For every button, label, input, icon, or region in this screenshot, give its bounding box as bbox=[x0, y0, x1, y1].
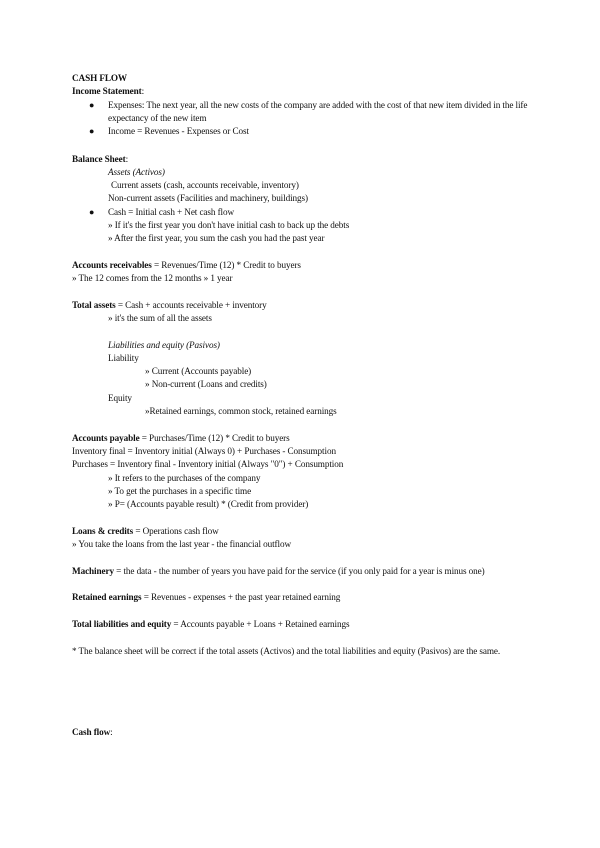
retained-earnings-label: Retained earnings bbox=[72, 592, 142, 602]
accounts-payable-label: Accounts payable bbox=[72, 433, 140, 443]
accounts-payable-note-2: » To get the purchases in a specific time bbox=[108, 486, 252, 496]
document-title: CASH FLOW bbox=[72, 73, 127, 83]
bullet-dot-icon: ● bbox=[89, 207, 95, 217]
income-bullet-text: Income = Revenues - Expenses or Cost bbox=[108, 126, 249, 136]
loans-formula: = Operations cash flow bbox=[133, 526, 219, 536]
cash-flow-heading bbox=[72, 726, 532, 739]
current-liability-line: » Current (Accounts payable) bbox=[145, 366, 252, 376]
accounts-receivable-formula: = Revenues/Time (12) * Credit to buyers bbox=[151, 260, 301, 270]
accounts-payable-formula: = Purchases/Time (12) * Credit to buyers bbox=[139, 433, 290, 443]
machinery-line bbox=[72, 565, 530, 578]
cash-flow-label: Cash flow bbox=[72, 727, 111, 737]
bullet-dot-icon: ● bbox=[89, 100, 95, 110]
loans-label: Loans & credits bbox=[72, 526, 134, 536]
bullet-dot-icon: ● bbox=[89, 126, 95, 136]
balance-sheet-colon: : bbox=[125, 154, 129, 164]
income-statement-heading bbox=[72, 85, 532, 98]
accounts-payable-line bbox=[72, 432, 532, 445]
machinery-text: = the data - the number of years you have paid for the service (if you only paid for a year is minus one) bbox=[113, 566, 485, 576]
accounts-payable-note-1: » It refers to the purchases of the company bbox=[108, 473, 261, 483]
total-liabilities-label: Total liabilities and equity bbox=[72, 619, 172, 629]
total-assets-formula: = Cash + accounts receivable + inventory bbox=[115, 300, 267, 310]
loans-line bbox=[72, 525, 532, 538]
liabilities-heading: Liabilities and equity (Pasivos) bbox=[108, 340, 220, 350]
non-current-liability-line: » Non-current (Loans and credits) bbox=[145, 379, 267, 389]
cash-bullet-text: Cash = Initial cash + Net cash flow bbox=[108, 207, 235, 217]
total-assets-line bbox=[72, 299, 532, 312]
balance-sheet-label: Balance Sheet bbox=[72, 154, 126, 164]
accounts-payable-note-3: » P= (Accounts payable result) * (Credit from provider) bbox=[108, 499, 309, 509]
retained-earnings-formula: = Revenues - expenses + the past year retained earning bbox=[141, 592, 341, 602]
total-assets-label: Total assets bbox=[72, 300, 116, 310]
balance-sheet-heading bbox=[72, 153, 532, 166]
current-assets-line: Current assets (cash, accounts receivable, inventory) bbox=[111, 180, 299, 190]
income-bullet bbox=[89, 125, 568, 138]
expenses-bullet bbox=[89, 99, 532, 126]
machinery-label: Machinery bbox=[72, 566, 114, 576]
accounts-receivable-line bbox=[72, 259, 532, 272]
total-liabilities-formula: = Accounts payable + Loans + Retained earnings bbox=[171, 619, 350, 629]
total-liabilities-line bbox=[72, 618, 532, 631]
cash-note-1: » If it's the first year you don't have initial cash to back up the debts bbox=[108, 220, 350, 230]
retained-earnings-line bbox=[72, 591, 532, 604]
liability-label: Liability bbox=[108, 353, 139, 363]
income-statement-label: Income Statement bbox=[72, 86, 142, 96]
purchases-line: Purchases = Inventory final - Inventory initial (Always "0") + Consumption bbox=[72, 459, 344, 469]
accounts-receivable-label: Accounts receivables bbox=[72, 260, 152, 270]
total-assets-note: » it's the sum of all the assets bbox=[108, 313, 212, 323]
inventory-final-line: Inventory final = Inventory initial (Always 0) + Purchases - Consumption bbox=[72, 446, 336, 456]
cash-flow-colon: : bbox=[110, 727, 113, 737]
equity-label: Equity bbox=[108, 393, 132, 403]
footnote: * The balance sheet will be correct if the total assets (Activos) and the total liabilities and equity (Pasivos) are the same. bbox=[72, 646, 501, 656]
non-current-assets-line: Non-current assets (Facilities and machinery, buildings) bbox=[108, 193, 308, 203]
accounts-receivable-note: » The 12 comes from the 12 months » 1 year bbox=[72, 273, 233, 283]
loans-note: » You take the loans from the last year - the financial outflow bbox=[72, 539, 291, 549]
cash-bullet bbox=[89, 206, 568, 219]
income-statement-colon: : bbox=[141, 86, 145, 96]
expenses-bullet-text: Expenses: The next year, all the new costs of the company are added with the cost of that new item divided in the life expectancy of the new item bbox=[108, 100, 528, 124]
assets-label: Assets (Activos) bbox=[108, 167, 165, 177]
equity-note: »Retained earnings, common stock, retained earnings bbox=[145, 406, 337, 416]
cash-note-2: » After the first year, you sum the cash you had the past year bbox=[108, 233, 325, 243]
